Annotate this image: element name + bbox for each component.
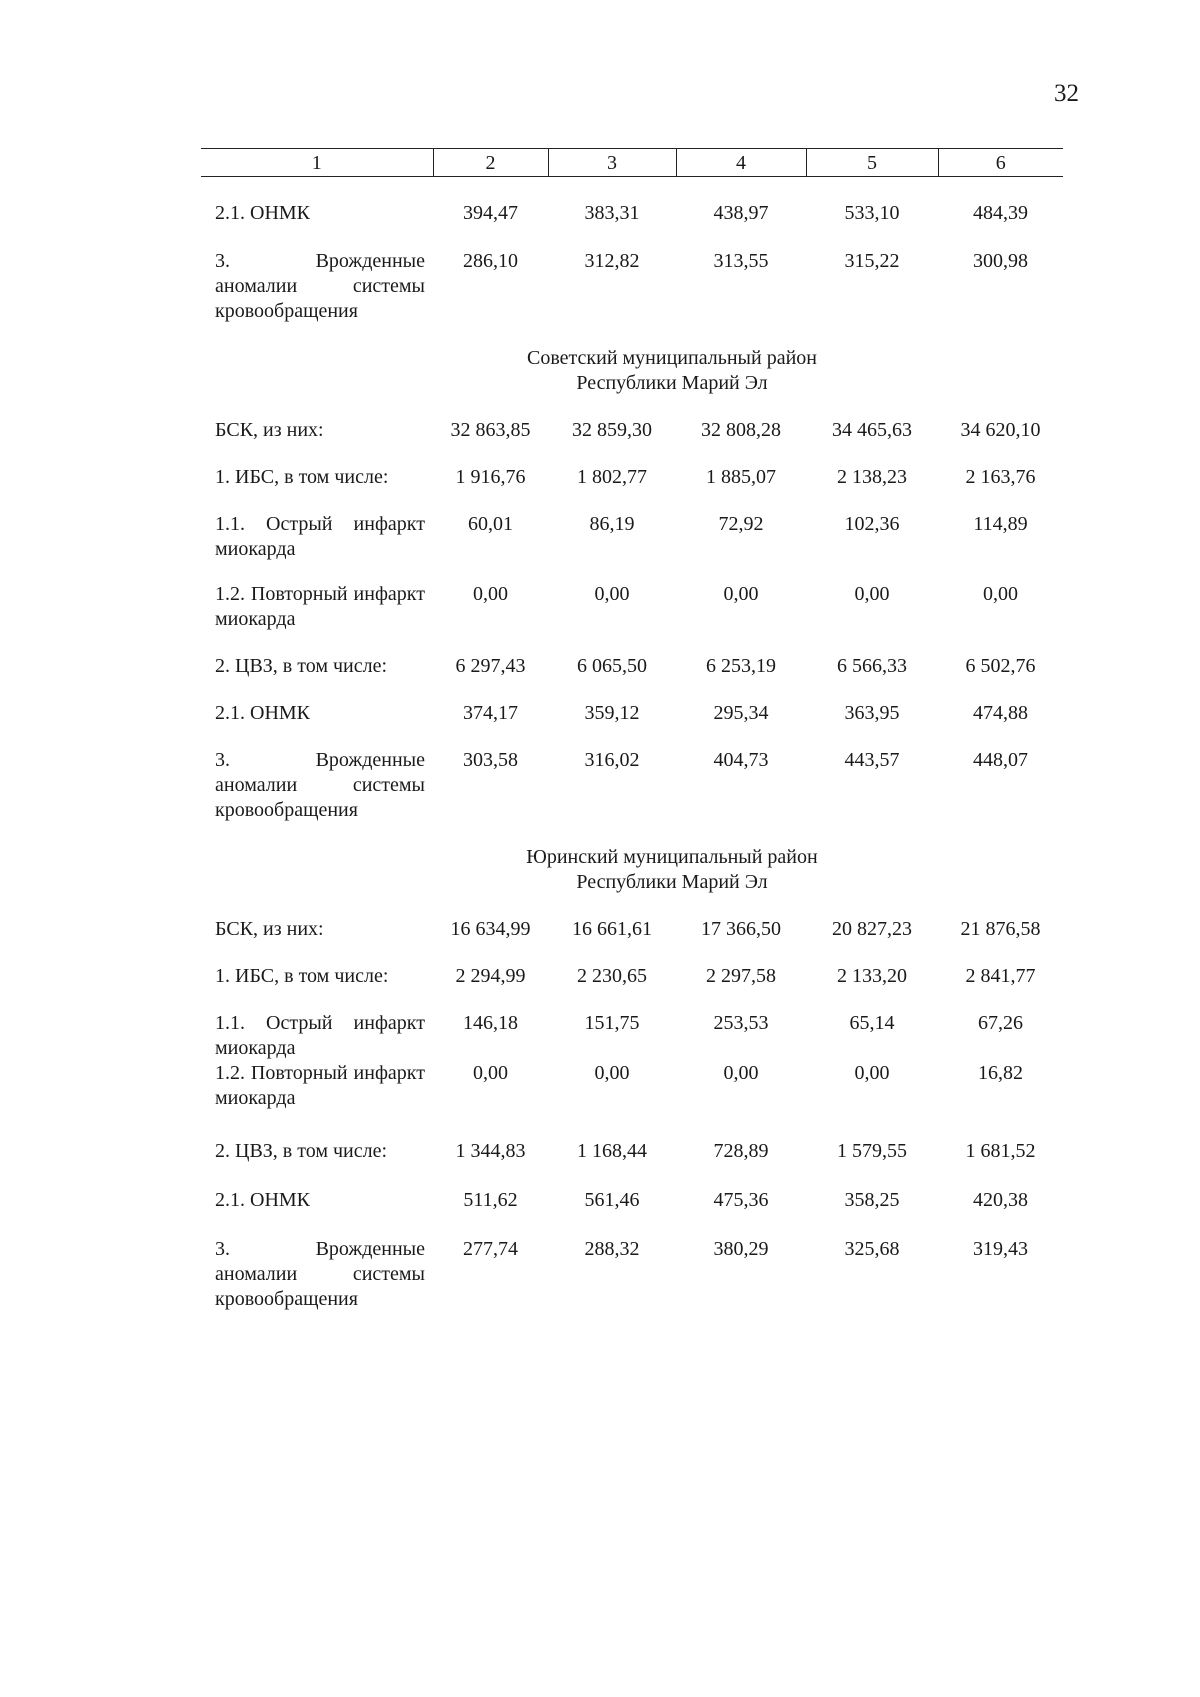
row-value: 303,58 bbox=[463, 749, 518, 771]
section-title-line1: Юринский муниципальный район bbox=[526, 846, 818, 868]
table-row bbox=[201, 1139, 1063, 1164]
row-value: 65,14 bbox=[849, 1012, 895, 1034]
section-title-line2: Республики Марий Эл bbox=[576, 871, 768, 893]
row-value: 1 885,07 bbox=[706, 466, 776, 488]
row-value: 380,29 bbox=[713, 1238, 769, 1260]
row-value: 2 163,76 bbox=[965, 466, 1036, 488]
row-value: 484,39 bbox=[973, 202, 1028, 224]
row-value: 358,25 bbox=[844, 1189, 900, 1211]
row-label: 1. ИБС, в том числе: bbox=[215, 466, 389, 488]
row-value: 21 876,58 bbox=[960, 918, 1041, 940]
row-value: 0,00 bbox=[854, 1062, 890, 1084]
row-value: 0,00 bbox=[983, 583, 1018, 605]
row-label: 1. ИБС, в том числе: bbox=[215, 965, 389, 987]
row-value: 448,07 bbox=[973, 749, 1028, 771]
row-value: 511,62 bbox=[463, 1189, 518, 1211]
row-value: 315,22 bbox=[844, 250, 900, 272]
table-row bbox=[201, 1237, 1063, 1312]
row-value: 288,32 bbox=[584, 1238, 640, 1260]
row-value: 72,92 bbox=[718, 513, 764, 535]
row-value: 313,55 bbox=[713, 250, 769, 272]
row-value: 1 168,44 bbox=[577, 1140, 647, 1162]
column-number: 2 bbox=[433, 149, 548, 177]
row-value: 0,00 bbox=[594, 1062, 630, 1084]
row-value: 1 681,52 bbox=[965, 1140, 1036, 1162]
column-number: 5 bbox=[806, 149, 938, 177]
column-number: 1 bbox=[201, 149, 433, 177]
table-row bbox=[201, 1188, 1063, 1213]
row-value: 34 620,10 bbox=[960, 419, 1041, 441]
row-value: 34 465,63 bbox=[832, 419, 912, 441]
row-value: 394,47 bbox=[463, 202, 518, 224]
row-value: 325,68 bbox=[844, 1238, 900, 1260]
table-row bbox=[201, 582, 1063, 632]
row-value: 383,31 bbox=[584, 202, 640, 224]
row-value: 0,00 bbox=[854, 583, 890, 605]
row-label: 1.1. Острый инфаркт миокарда bbox=[215, 1012, 425, 1059]
row-value: 300,98 bbox=[973, 250, 1028, 272]
row-value: 2 133,20 bbox=[837, 965, 907, 987]
row-value: 1 802,77 bbox=[577, 466, 647, 488]
row-label: 2.1. ОНМК bbox=[215, 202, 311, 224]
row-label: 3. Врожденные аномалии системы кровообращения bbox=[215, 250, 425, 322]
row-label: 3. Врожденные аномалии системы кровообращения bbox=[215, 1238, 425, 1310]
row-label: 1.2. Повторный инфаркт миокарда bbox=[215, 583, 425, 630]
row-value: 6 502,76 bbox=[965, 655, 1036, 677]
table-row bbox=[201, 1011, 1063, 1061]
row-value: 0,00 bbox=[723, 583, 759, 605]
row-value: 253,53 bbox=[713, 1012, 769, 1034]
table-row bbox=[201, 465, 1063, 490]
row-value: 2 841,77 bbox=[965, 965, 1036, 987]
row-value: 2 230,65 bbox=[577, 965, 647, 987]
row-value: 728,89 bbox=[713, 1140, 769, 1162]
row-label: БСК, из них: bbox=[215, 419, 324, 441]
row-value: 533,10 bbox=[844, 202, 900, 224]
table-row bbox=[201, 512, 1063, 562]
row-value: 277,74 bbox=[463, 1238, 518, 1260]
row-label: 1.1. Острый инфаркт миокарда bbox=[215, 513, 425, 560]
row-label: 1.2. Повторный инфаркт миокарда bbox=[215, 1062, 425, 1109]
table-row bbox=[201, 418, 1063, 443]
section-heading bbox=[201, 346, 1063, 396]
row-label: 3. Врожденные аномалии системы кровообращения bbox=[215, 749, 425, 821]
row-value: 16 634,99 bbox=[450, 918, 531, 940]
section-heading bbox=[201, 845, 1063, 895]
row-value: 420,38 bbox=[973, 1189, 1028, 1211]
table-row bbox=[201, 748, 1063, 823]
row-label: 2.1. ОНМК bbox=[215, 702, 311, 724]
row-label: 2. ЦВЗ, в том числе: bbox=[215, 1140, 388, 1162]
table-row bbox=[201, 917, 1063, 942]
column-number-row bbox=[201, 149, 1063, 177]
row-value: 60,01 bbox=[468, 513, 513, 535]
row-value: 363,95 bbox=[844, 702, 900, 724]
row-value: 0,00 bbox=[594, 583, 630, 605]
column-number: 6 bbox=[938, 149, 1063, 177]
row-value: 0,00 bbox=[473, 583, 508, 605]
table-row bbox=[201, 1061, 1063, 1111]
row-label: БСК, из них: bbox=[215, 918, 324, 940]
row-value: 295,34 bbox=[713, 702, 769, 724]
row-value: 286,10 bbox=[463, 250, 518, 272]
row-value: 359,12 bbox=[584, 702, 640, 724]
row-value: 475,36 bbox=[713, 1189, 769, 1211]
row-value: 2 138,23 bbox=[837, 466, 907, 488]
row-value: 67,26 bbox=[978, 1012, 1023, 1034]
row-value: 86,19 bbox=[589, 513, 635, 535]
row-value: 114,89 bbox=[973, 513, 1028, 535]
row-value: 2 294,99 bbox=[455, 965, 526, 987]
row-label: 2. ЦВЗ, в том числе: bbox=[215, 655, 388, 677]
row-value: 316,02 bbox=[584, 749, 640, 771]
row-value: 0,00 bbox=[723, 1062, 759, 1084]
row-value: 16,82 bbox=[978, 1062, 1023, 1084]
row-value: 561,46 bbox=[584, 1189, 640, 1211]
row-value: 6 253,19 bbox=[706, 655, 776, 677]
table-row bbox=[201, 964, 1063, 989]
row-value: 102,36 bbox=[844, 513, 900, 535]
row-value: 474,88 bbox=[973, 702, 1028, 724]
data-table bbox=[201, 148, 1063, 1312]
row-value: 6 566,33 bbox=[837, 655, 907, 677]
row-value: 16 661,61 bbox=[572, 918, 652, 940]
page-number: 32 bbox=[1054, 80, 1079, 107]
column-number: 4 bbox=[676, 149, 806, 177]
row-value: 1 344,83 bbox=[455, 1140, 526, 1162]
row-value: 1 916,76 bbox=[455, 466, 526, 488]
section-title-line2: Республики Марий Эл bbox=[576, 372, 768, 394]
row-value: 6 065,50 bbox=[577, 655, 647, 677]
row-value: 32 859,30 bbox=[572, 419, 652, 441]
row-value: 374,17 bbox=[463, 702, 518, 724]
section-title-line1: Советский муниципальный район bbox=[527, 347, 817, 369]
row-value: 151,75 bbox=[584, 1012, 640, 1034]
row-value: 20 827,23 bbox=[832, 918, 912, 940]
row-value: 404,73 bbox=[713, 749, 769, 771]
row-value: 6 297,43 bbox=[455, 655, 526, 677]
row-value: 1 579,55 bbox=[837, 1140, 907, 1162]
table-row bbox=[201, 249, 1063, 324]
row-value: 17 366,50 bbox=[701, 918, 781, 940]
column-number: 3 bbox=[548, 149, 676, 177]
row-value: 438,97 bbox=[713, 202, 769, 224]
row-value: 443,57 bbox=[844, 749, 900, 771]
row-value: 319,43 bbox=[973, 1238, 1028, 1260]
row-value: 0,00 bbox=[473, 1062, 508, 1084]
table-row bbox=[201, 654, 1063, 679]
row-value: 2 297,58 bbox=[706, 965, 776, 987]
row-label: 2.1. ОНМК bbox=[215, 1189, 311, 1211]
row-value: 32 808,28 bbox=[701, 419, 781, 441]
row-value: 312,82 bbox=[584, 250, 640, 272]
row-value: 146,18 bbox=[463, 1012, 518, 1034]
row-value: 32 863,85 bbox=[450, 419, 531, 441]
table-row bbox=[201, 201, 1063, 226]
table-row bbox=[201, 701, 1063, 726]
